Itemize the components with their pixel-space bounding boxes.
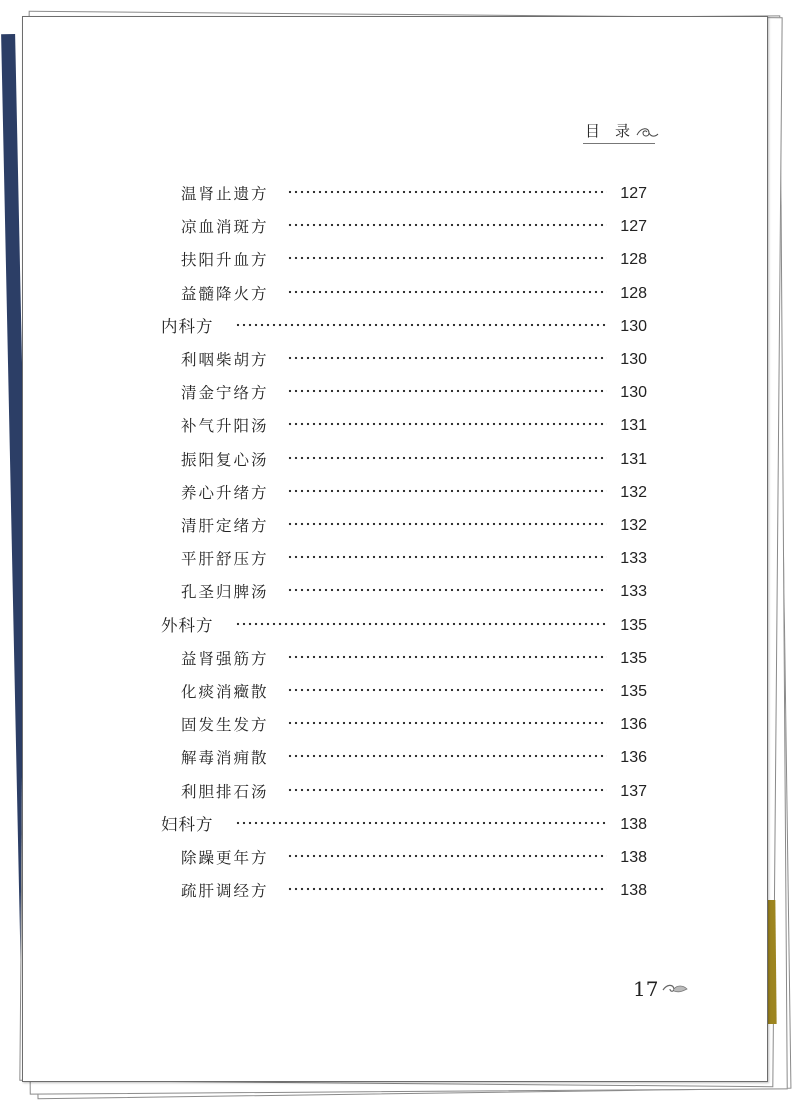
- toc-leader-dots: [287, 388, 607, 394]
- toc-entry-title: 补气升阳汤: [181, 417, 269, 436]
- toc-leader-dots: [287, 355, 607, 361]
- toc-leader-dots: [287, 654, 607, 660]
- toc-entry-title: 疏肝调经方: [181, 882, 269, 901]
- toc-entry-title: 清肝定绪方: [181, 517, 269, 535]
- toc-entry-title: 利胆排石汤: [181, 782, 269, 801]
- toc-entry-title: 凉血消斑方: [181, 218, 269, 237]
- toc-leader-dots: [287, 222, 607, 228]
- toc-entry-title: 固发生发方: [181, 716, 269, 735]
- toc-entry-page: 130: [620, 317, 647, 335]
- toc-entry: [23, 378, 767, 408]
- toc-leader-dots: [235, 820, 607, 826]
- toc-entry-title: 平肝舒压方: [181, 550, 269, 569]
- cloud-ornament-icon: [661, 982, 689, 996]
- toc-leader-dots: [287, 886, 607, 892]
- toc-entry-page: 127: [620, 218, 647, 236]
- toc-entry-page: 138: [620, 849, 647, 866]
- toc-entry: [23, 644, 767, 674]
- toc-leader-dots: [287, 554, 607, 560]
- toc-entry-title: 清金宁络方: [181, 384, 269, 403]
- book-page: [22, 16, 768, 1082]
- toc-entry-page: 133: [620, 583, 647, 601]
- toc-entry-page: 136: [620, 749, 647, 767]
- toc-leader-dots: [287, 289, 607, 295]
- toc-entry-title: 除躁更年方: [181, 849, 269, 867]
- toc-entry-title: 温肾止遗方: [181, 185, 269, 203]
- toc-entry-page: 128: [620, 284, 647, 302]
- toc-section-entry: [23, 312, 767, 342]
- toc-entry: [23, 345, 767, 375]
- toc-entry-title: 化痰消癥散: [181, 683, 269, 701]
- toc-entry-page: 138: [620, 882, 647, 900]
- toc-leader-dots: [287, 421, 607, 427]
- toc-leader-dots: [287, 455, 607, 461]
- toc-leader-dots: [287, 255, 607, 261]
- toc-entry-page: 136: [620, 716, 647, 734]
- toc-entry-page: 133: [620, 550, 647, 568]
- toc-entry-title: 扶阳升血方: [181, 251, 269, 270]
- toc-leader-dots: [287, 787, 607, 793]
- toc-entry: [23, 179, 767, 209]
- running-head-part1: 目: [585, 122, 602, 140]
- toc-leader-dots: [235, 621, 607, 627]
- toc-section-entry: [23, 810, 767, 840]
- toc-entry-page: 127: [620, 185, 647, 202]
- toc-entry-title: 利咽柴胡方: [181, 351, 269, 369]
- toc-entry: [23, 212, 767, 242]
- toc-entry-page: 130: [620, 384, 647, 402]
- toc-entry-page: 130: [620, 351, 647, 368]
- toc-entry-title: 益髓降火方: [181, 284, 269, 303]
- toc-entry: [23, 445, 767, 475]
- toc-entry: [23, 478, 767, 508]
- table-of-contents: [23, 17, 767, 1081]
- toc-entry-title: 养心升绪方: [181, 483, 269, 502]
- toc-entry: [23, 777, 767, 807]
- toc-entry-title: 益肾强筋方: [181, 649, 269, 668]
- toc-leader-dots: [287, 488, 607, 494]
- toc-section-entry: [23, 611, 767, 641]
- toc-leader-dots: [287, 853, 607, 859]
- toc-entry-title: 外科方: [161, 615, 214, 635]
- toc-entry: [23, 245, 767, 275]
- toc-entry: [23, 544, 767, 574]
- toc-entry-page: 132: [620, 483, 647, 501]
- toc-entry: [23, 677, 767, 707]
- toc-entry-page: 137: [620, 782, 647, 800]
- toc-entry-title: 内科方: [161, 316, 214, 336]
- toc-entry-title: 孔圣归脾汤: [181, 583, 269, 602]
- toc-entry-page: 131: [620, 417, 647, 435]
- toc-entry-page: 132: [620, 517, 647, 534]
- toc-entry-page: 135: [620, 616, 647, 634]
- toc-leader-dots: [235, 322, 607, 328]
- toc-entry-page: 138: [620, 815, 647, 833]
- toc-leader-dots: [287, 189, 607, 195]
- toc-entry-page: 135: [620, 649, 647, 667]
- toc-entry-title: 解毒消痈散: [181, 749, 269, 768]
- toc-entry: [23, 577, 767, 607]
- toc-entry: [23, 843, 767, 873]
- toc-entry-page: 131: [620, 450, 647, 468]
- page-number: 17: [633, 977, 659, 1001]
- toc-entry: [23, 511, 767, 541]
- toc-entry: [23, 411, 767, 441]
- toc-entry: [23, 710, 767, 740]
- toc-entry-page: 135: [620, 683, 647, 700]
- toc-entry: [23, 743, 767, 773]
- toc-entry-title: 妇科方: [161, 814, 214, 834]
- toc-leader-dots: [287, 587, 607, 593]
- toc-leader-dots: [287, 753, 607, 759]
- toc-entry: [23, 876, 767, 906]
- running-head-part2: 录: [615, 122, 632, 140]
- toc-entry-title: 振阳复心汤: [181, 450, 269, 469]
- toc-leader-dots: [287, 521, 607, 527]
- toc-leader-dots: [287, 720, 607, 726]
- toc-entry-page: 128: [620, 251, 647, 269]
- toc-leader-dots: [287, 687, 607, 693]
- toc-entry: [23, 279, 767, 309]
